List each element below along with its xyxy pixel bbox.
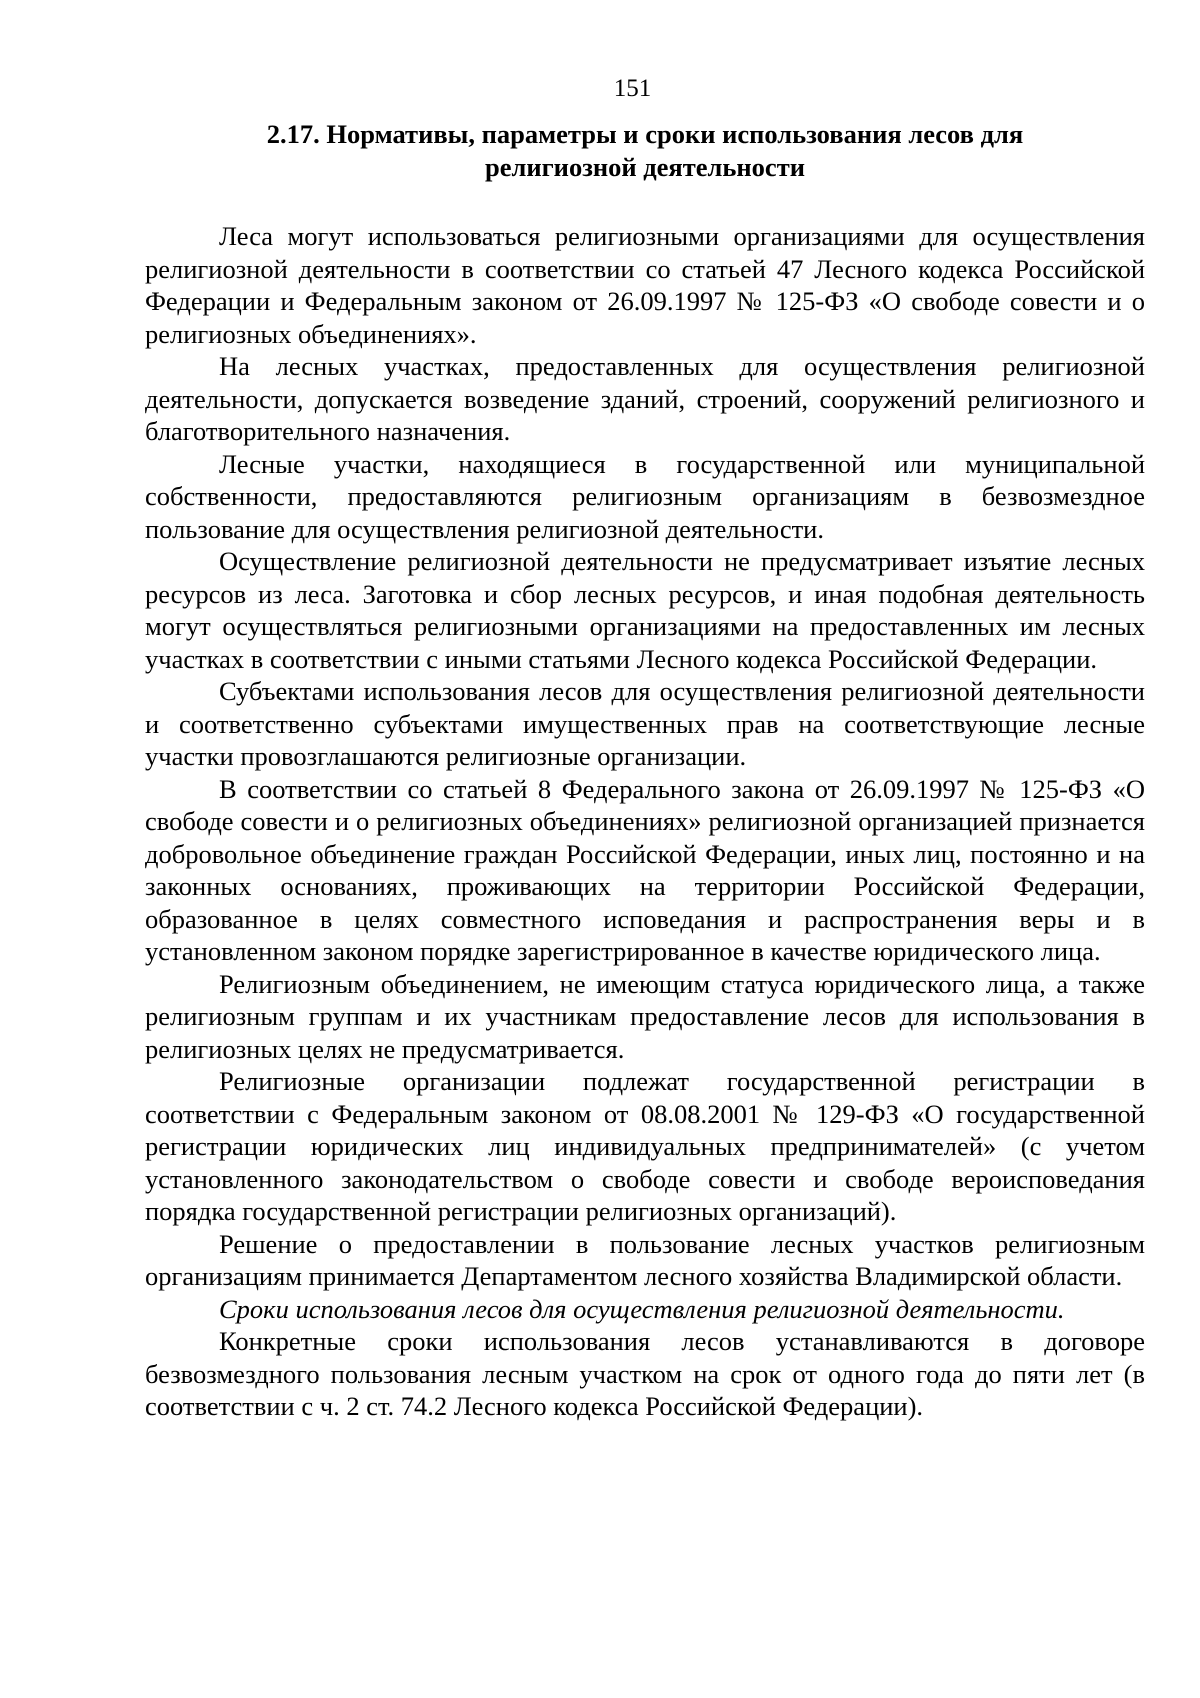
paragraph-6: В соответствии со статьей 8 Федерального закона от 26.09.1997 № 125-ФЗ «О свободе совести и о религиозных объединениях» религиозной организацией признается добровольное объединение граждан Российской Федерации, иных лиц, постоянно и на законных основаниях, проживающих на территории Российской Федерации, образованное в целях совместного исповедания и распространения веры и в установленном законом порядке зарегистрированное в качестве юридического лица. <box>145 773 1145 966</box>
paragraph-5: Субъектами использования лесов для осуществления религиозной деятельности и соответственно субъектами имущественных прав на соответствующие лесные участки провозглашаются религиозные организации. <box>145 676 1145 771</box>
paragraph-3: Лесные участки, находящиеся в государственной или муниципальной собственности, предоставляются религиозным организациям в безвозмездное пользование для осуществления религиозной деятельности. <box>145 448 1145 544</box>
final-paragraph: Конкретные сроки использования лесов устанавливаются в договоре безвозмездного пользования лесным участком на срок от одного года до пяти лет (в соответствии с ч. 2 ст. 74.2 Лесного кодекса Российской Федерации). <box>145 1326 1145 1421</box>
section-title-line-2: религиозной деятельности <box>485 152 805 182</box>
paragraph-4: Осуществление религиозной деятельности не предусматривает изъятие лесных ресурсов из леса. Заготовка и сбор лесных ресурсов, и иная подобная деятельность могут осуществляться религиозными организациями на предоставленных им лесных участках в соответствии с иными статьями Лесного кодекса Российской Федерации. <box>145 546 1145 674</box>
paragraph-2: На лесных участках, предоставленных для осуществления религиозной деятельности, допускается возведение зданий, строений, сооружений религиозного и благотворительного назначения. <box>145 351 1145 446</box>
paragraph-8: Религиозные организации подлежат государственной регистрации в соответствии с Федеральным законом от 08.08.2001 № 129-ФЗ «О государственной регистрации юридических лиц индивидуальных предпринимателей» (с учетом установленного законодательством о свободе совести и свободе вероисповедания порядка государственной регистрации религиозных организаций). <box>145 1066 1145 1226</box>
paragraph-9: Решение о предоставлении в пользование лесных участков религиозным организациям принимается Департаментом лесного хозяйства Владимирской области. <box>145 1228 1145 1291</box>
paragraph-1: Леса могут использоваться религиозными организациями для осуществления религиозной деятельности в соответствии со статьей 47 Лесного кодекса Российской Федерации и Федеральным законом от 26.09.1997 № 125-ФЗ «О свободе совести и о религиозных объединениях». <box>145 221 1145 349</box>
italic-subheading: Сроки использования лесов для осуществления религиозной деятельности. <box>219 1293 1065 1324</box>
paragraph-7: Религиозным объединением, не имеющим статуса юридического лица, а также религиозным группам и их участникам предоставление лесов для использования в религиозных целях не предусматривается. <box>145 968 1145 1064</box>
body-text <box>145 220 1145 1423</box>
section-title <box>145 118 1145 184</box>
section-title-line-1: 2.17. Нормативы, параметры и сроки использования лесов для <box>266 119 1024 149</box>
page-number: 151 <box>613 75 652 102</box>
